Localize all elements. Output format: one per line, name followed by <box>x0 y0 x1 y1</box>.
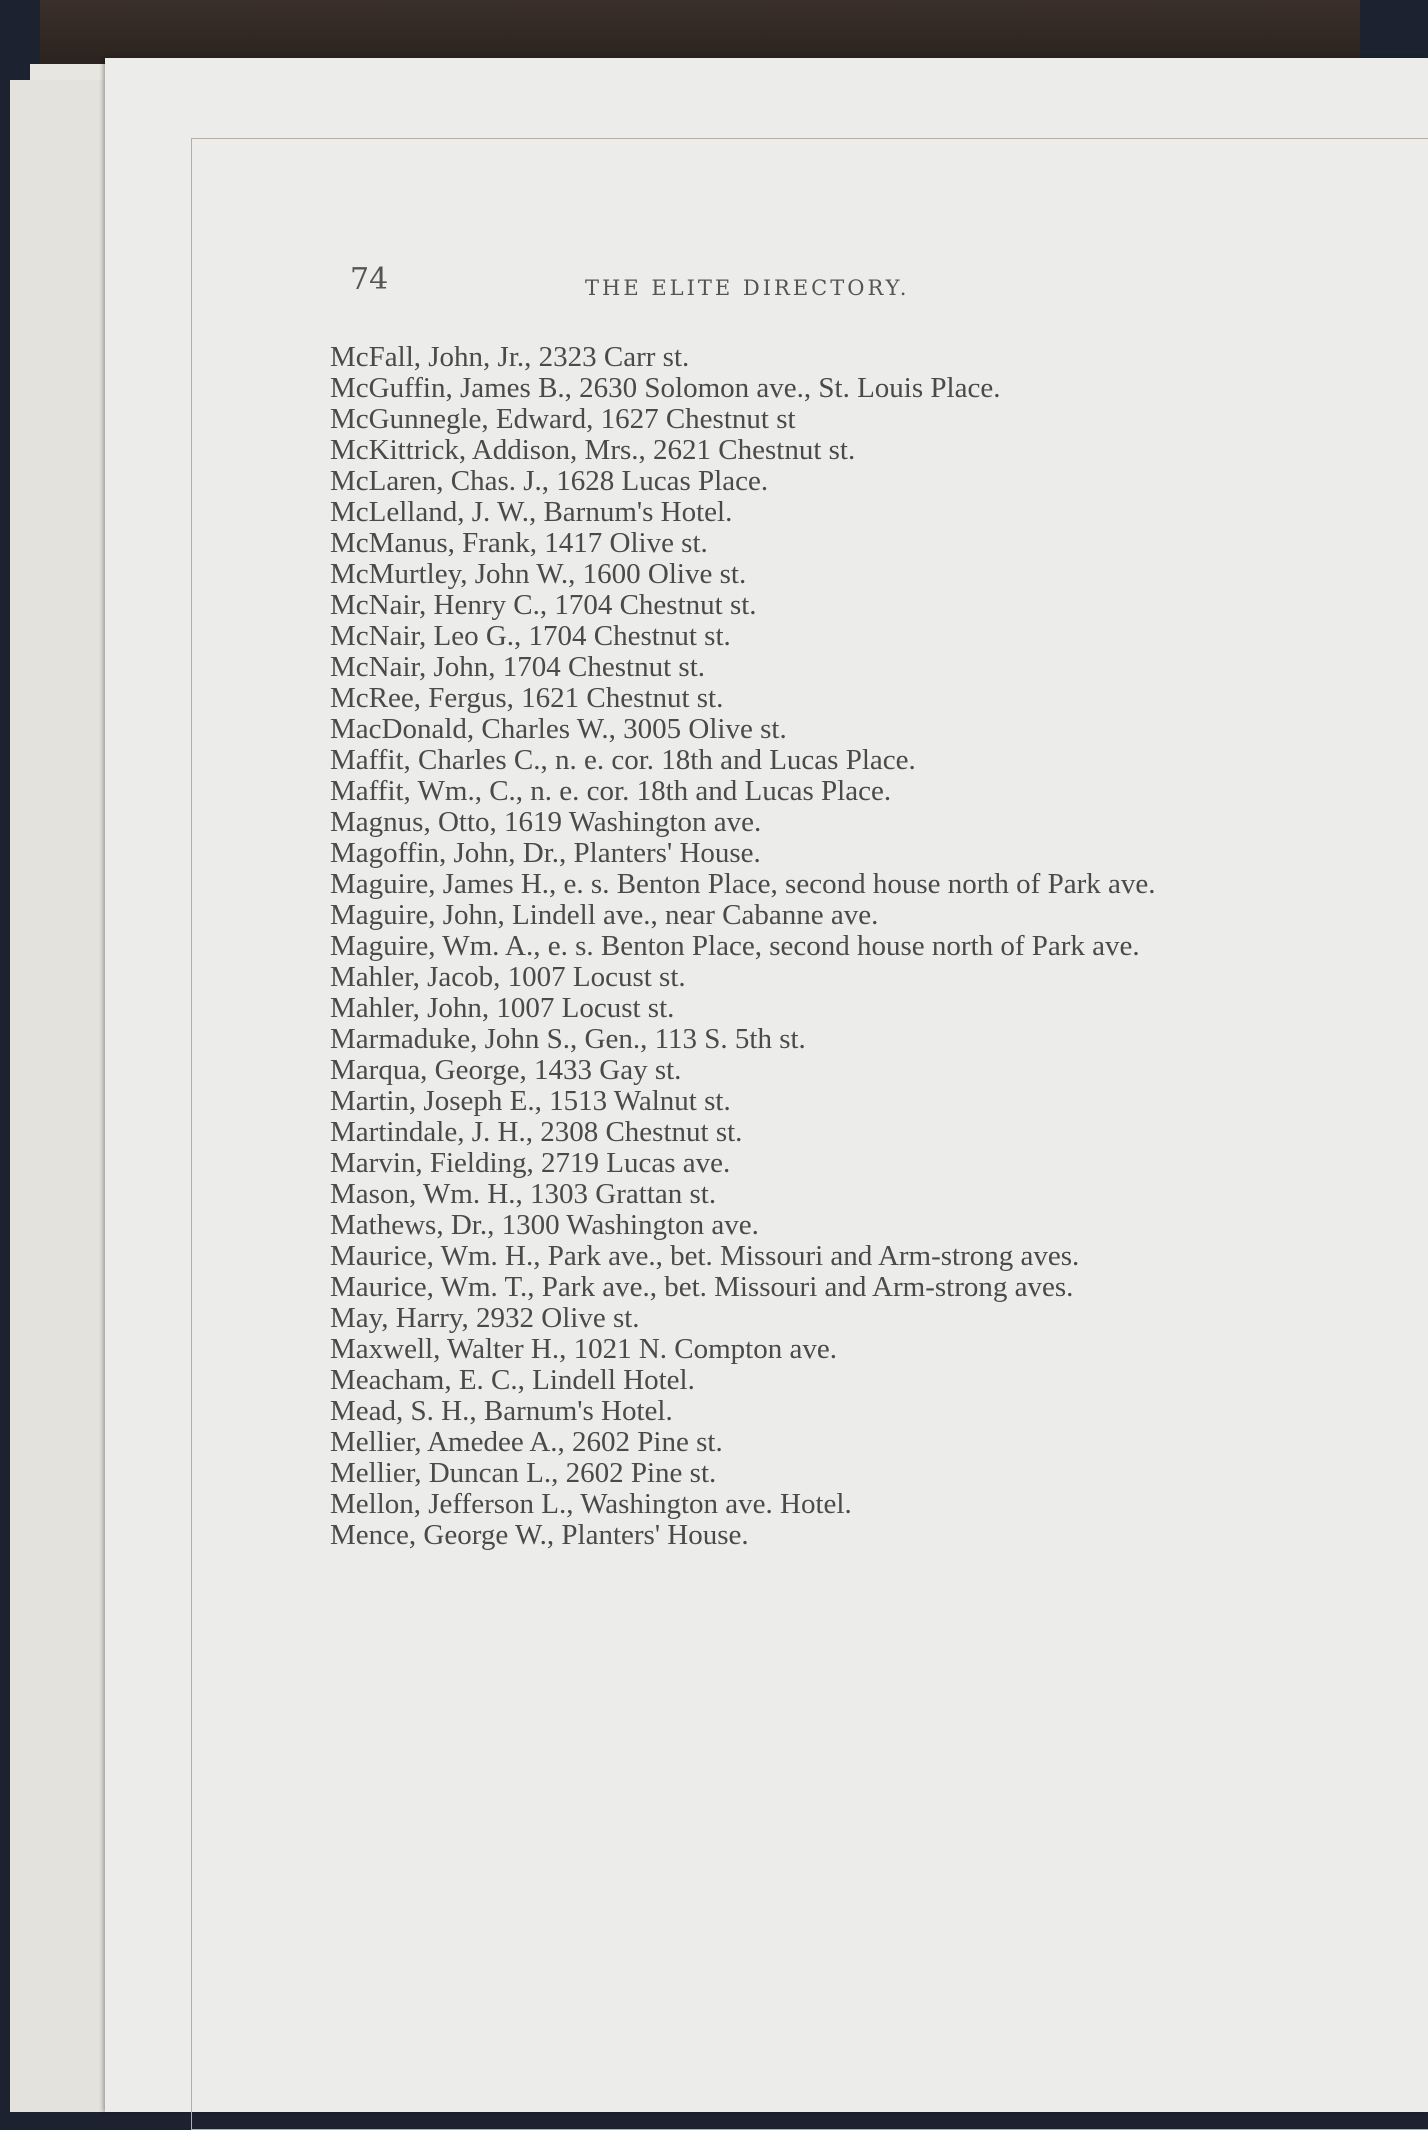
directory-entry: McMurtley, John W., 1600 Olive st. <box>330 558 747 590</box>
directory-entry: McGuffin, James B., 2630 Solomon ave., St. Louis Place. <box>330 372 1001 404</box>
directory-entry: Magoffin, John, Dr., Planters' House. <box>330 837 761 869</box>
directory-entry: Magnus, Otto, 1619 Washington ave. <box>330 806 762 838</box>
directory-entry: Mead, S. H., Barnum's Hotel. <box>330 1395 673 1427</box>
directory-entry: McNair, John, 1704 Chestnut st. <box>330 651 706 683</box>
directory-entry: McManus, Frank, 1417 Olive st. <box>330 527 708 559</box>
directory-entry: Mellier, Amedee A., 2602 Pine st. <box>330 1426 723 1458</box>
directory-entry: McRee, Fergus, 1621 Chestnut st. <box>330 682 724 714</box>
directory-entry: McFall, John, Jr., 2323 Carr st. <box>330 341 690 373</box>
directory-entry: Mathews, Dr., 1300 Washington ave. <box>330 1209 759 1241</box>
page-number: 74 <box>350 262 389 297</box>
directory-entry: McKittrick, Addison, Mrs., 2621 Chestnut st. <box>330 434 856 466</box>
directory-entry: Mahler, Jacob, 1007 Locust st. <box>330 961 686 993</box>
directory-entry: Maxwell, Walter H., 1021 N. Compton ave. <box>330 1333 837 1365</box>
directory-entry: Mellon, Jefferson L., Washington ave. Hotel. <box>330 1488 852 1520</box>
directory-entry: Mason, Wm. H., 1303 Grattan st. <box>330 1178 717 1210</box>
directory-entry: McGunnegle, Edward, 1627 Chestnut st <box>330 403 796 435</box>
directory-entry: Meacham, E. C., Lindell Hotel. <box>330 1364 695 1396</box>
directory-entry: Marvin, Fielding, 2719 Lucas ave. <box>330 1147 731 1179</box>
directory-entry: Maffit, Wm., C., n. e. cor. 18th and Lucas Place. <box>330 775 892 807</box>
directory-entry: Mellier, Duncan L., 2602 Pine st. <box>330 1457 717 1489</box>
directory-entry: Martin, Joseph E., 1513 Walnut st. <box>330 1085 731 1117</box>
directory-entry: Mence, George W., Planters' House. <box>330 1519 749 1551</box>
directory-entry: McNair, Leo G., 1704 Chestnut st. <box>330 620 731 652</box>
directory-entry: Maguire, James H., e. s. Benton Place, second house north of Park ave. <box>330 868 1156 900</box>
running-head: THE ELITE DIRECTORY. <box>585 276 910 300</box>
directory-entry: Maurice, Wm. H., Park ave., bet. Missouri and Arm-strong aves. <box>330 1240 1080 1272</box>
directory-entry: MacDonald, Charles W., 3005 Olive st. <box>330 713 787 745</box>
directory-entry: Marqua, George, 1433 Gay st. <box>330 1054 682 1086</box>
directory-entry: McLelland, J. W., Barnum's Hotel. <box>330 496 733 528</box>
directory-entry: Martindale, J. H., 2308 Chestnut st. <box>330 1116 743 1148</box>
directory-entry: Maurice, Wm. T., Park ave., bet. Missouri and Arm-strong aves. <box>330 1271 1074 1303</box>
directory-entry: McNair, Henry C., 1704 Chestnut st. <box>330 589 757 621</box>
directory-entry: Maffit, Charles C., n. e. cor. 18th and Lucas Place. <box>330 744 916 776</box>
directory-entry: McLaren, Chas. J., 1628 Lucas Place. <box>330 465 769 497</box>
directory-entries <box>330 342 1210 1551</box>
directory-entry: Marmaduke, John S., Gen., 113 S. 5th st. <box>330 1023 806 1055</box>
directory-entry: Maguire, Wm. A., e. s. Benton Place, second house north of Park ave. <box>330 930 1140 962</box>
directory-entry: May, Harry, 2932 Olive st. <box>330 1302 640 1334</box>
directory-entry: Mahler, John, 1007 Locust st. <box>330 992 675 1024</box>
directory-entry: Maguire, John, Lindell ave., near Cabanne ave. <box>330 899 879 931</box>
